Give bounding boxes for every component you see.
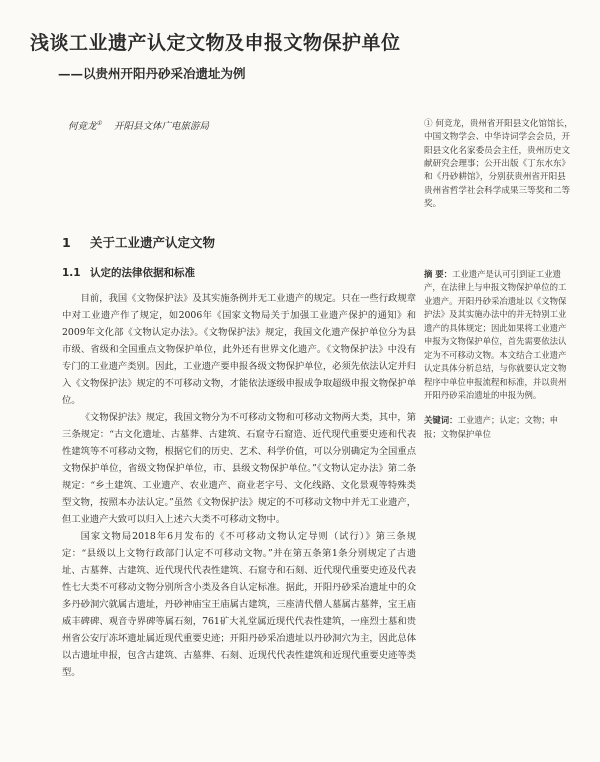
abstract-text: 工业遗产是认可引到证工业遗产，在法律上与申报文物保护单位的工业遗产。开阳丹砂采冶遗址以《文物保护法》及其实施办法中的并无特别工业遗产的具体规定；因此如果将工业遗产申报为文物保护单位，首先需要依法认定为不可移动文物。本文结合工业遗产认定具体分析总结，与你就要认定文物程序中单位申报流程和标准，并以贵州开阳丹砂采冶遗址的申报为例。 [424, 269, 567, 400]
subsection-number: 1.1 [62, 267, 81, 279]
sidebar [424, 268, 574, 453]
author-name: 何竞龙 [68, 121, 97, 132]
paragraph: 《文物保护法》规定，我国文物分为不可移动文物和可移动文物两大类，其中，第三条规定：“古文化遗址、古墓葬、古建筑、石窟寺石窟造、近代现代重要史迹和代表性建筑等不可移动文物，根据它们的历史、艺术、科学价值，可以分别确定为全国重点文物保护单位，省级文物保护单位，市、县级文物保护单位。”《文物认定办法》第二条规定：“乡土建筑、工业遗产、农业遗产、商业老字号、文化线路、文化景观等特殊类型文物，按照本办法认定。”虽然《文物保护法》规定的不可移动文物中并无工业遗产，但工业遗产大致可以归入上述六大类不可移动文物中。 [62, 412, 416, 525]
footnote-marker: ① [424, 119, 433, 129]
keywords-label: 关键词： [424, 415, 458, 426]
author-footnote-marker: ① [96, 119, 102, 127]
paragraph: 国家文物局2018年6月发布的《不可移动文物认定导则（试行）》第三条规定：“县级以上文物行政部门认定不可移动文物。”并在第五条第1条分别规定了古遗址、古墓葬、古建筑、近代现代代表性建筑、石窟寺和石刻、近代现代重要史迹及代表性七大类不可移动文物分别所含小类及各自认定标准。据此，开阳丹砂采冶遗址中的众多丹砂洞穴就属古遗址，丹砂神庙宝王庙属古建筑，三座清代僧人墓属古墓葬，宝王庙威丰碑碑、观音寺界碑等属石刻，761矿大礼堂属近现代代表性建筑，一座烈士墓和贵州省公安厅冻坏遗址属近现代重要史迹；开阳丹砂采冶遗址以丹砂洞穴为主，因此总体以古遗址申报，包含古建筑、古墓葬、石刻、近现代代表性建筑和近现代重要史迹等类型。 [62, 531, 416, 678]
abstract-label: 摘 要： [424, 269, 453, 279]
paper-title: 浅谈工业遗产认定文物及申报文物保护单位 [30, 32, 401, 54]
subsection-heading-1-1 [62, 265, 195, 280]
section-number: 1 [62, 235, 71, 250]
section-title: 关于工业遗产认定文物 [90, 235, 216, 250]
section-heading-1 [62, 233, 215, 251]
keywords-text: 工业遗产；认定；文物；申报；文物保护单位 [424, 415, 558, 439]
body-text [62, 290, 416, 681]
abstract [424, 268, 574, 402]
author-line [68, 118, 368, 132]
paragraph: 目前，我国《文物保护法》及其实施条例并无工业遗产的规定。只在一些行政规章中对工业遗产作了规定，如2006年《国家文物局关于加强工业遗产保护的通知》和2009年文化部《文物认定办法》。《文物保护法》规定，我国文化遗产保护单位分为县市级、省级和全国重点文物保护单位，此外还有世界文化遗产。《文物保护法》中没有专门的工业遗产类别。因此，工业遗产要申报各级文物保护单位，必须先依法认定并归入《文物保护法》规定的不可移动文物，才能依法逐级申报成争取超级申报文物保护单位。 [62, 293, 416, 406]
subsection-title: 认定的法律依据和标准 [90, 267, 195, 279]
footnote-text: 何竞龙，贵州省开阳县文化馆馆长，中国文物学会、中华诗词学会会员，开阳县文化名家委员会主任，贵州历史文献研究会理事；公开出版《丁东水东》和《丹砂耕馆》，分别获贵州省开阳县贵州省哲学社会科学成果三等奖和二等奖。 [424, 119, 573, 209]
paper-subtitle: ——以贵州开阳丹砂采冶遗址为例 [58, 66, 246, 81]
author-affiliation: 开阳县文体广电旅游局 [114, 121, 210, 132]
keywords [424, 414, 574, 441]
author-footnote [424, 118, 574, 211]
